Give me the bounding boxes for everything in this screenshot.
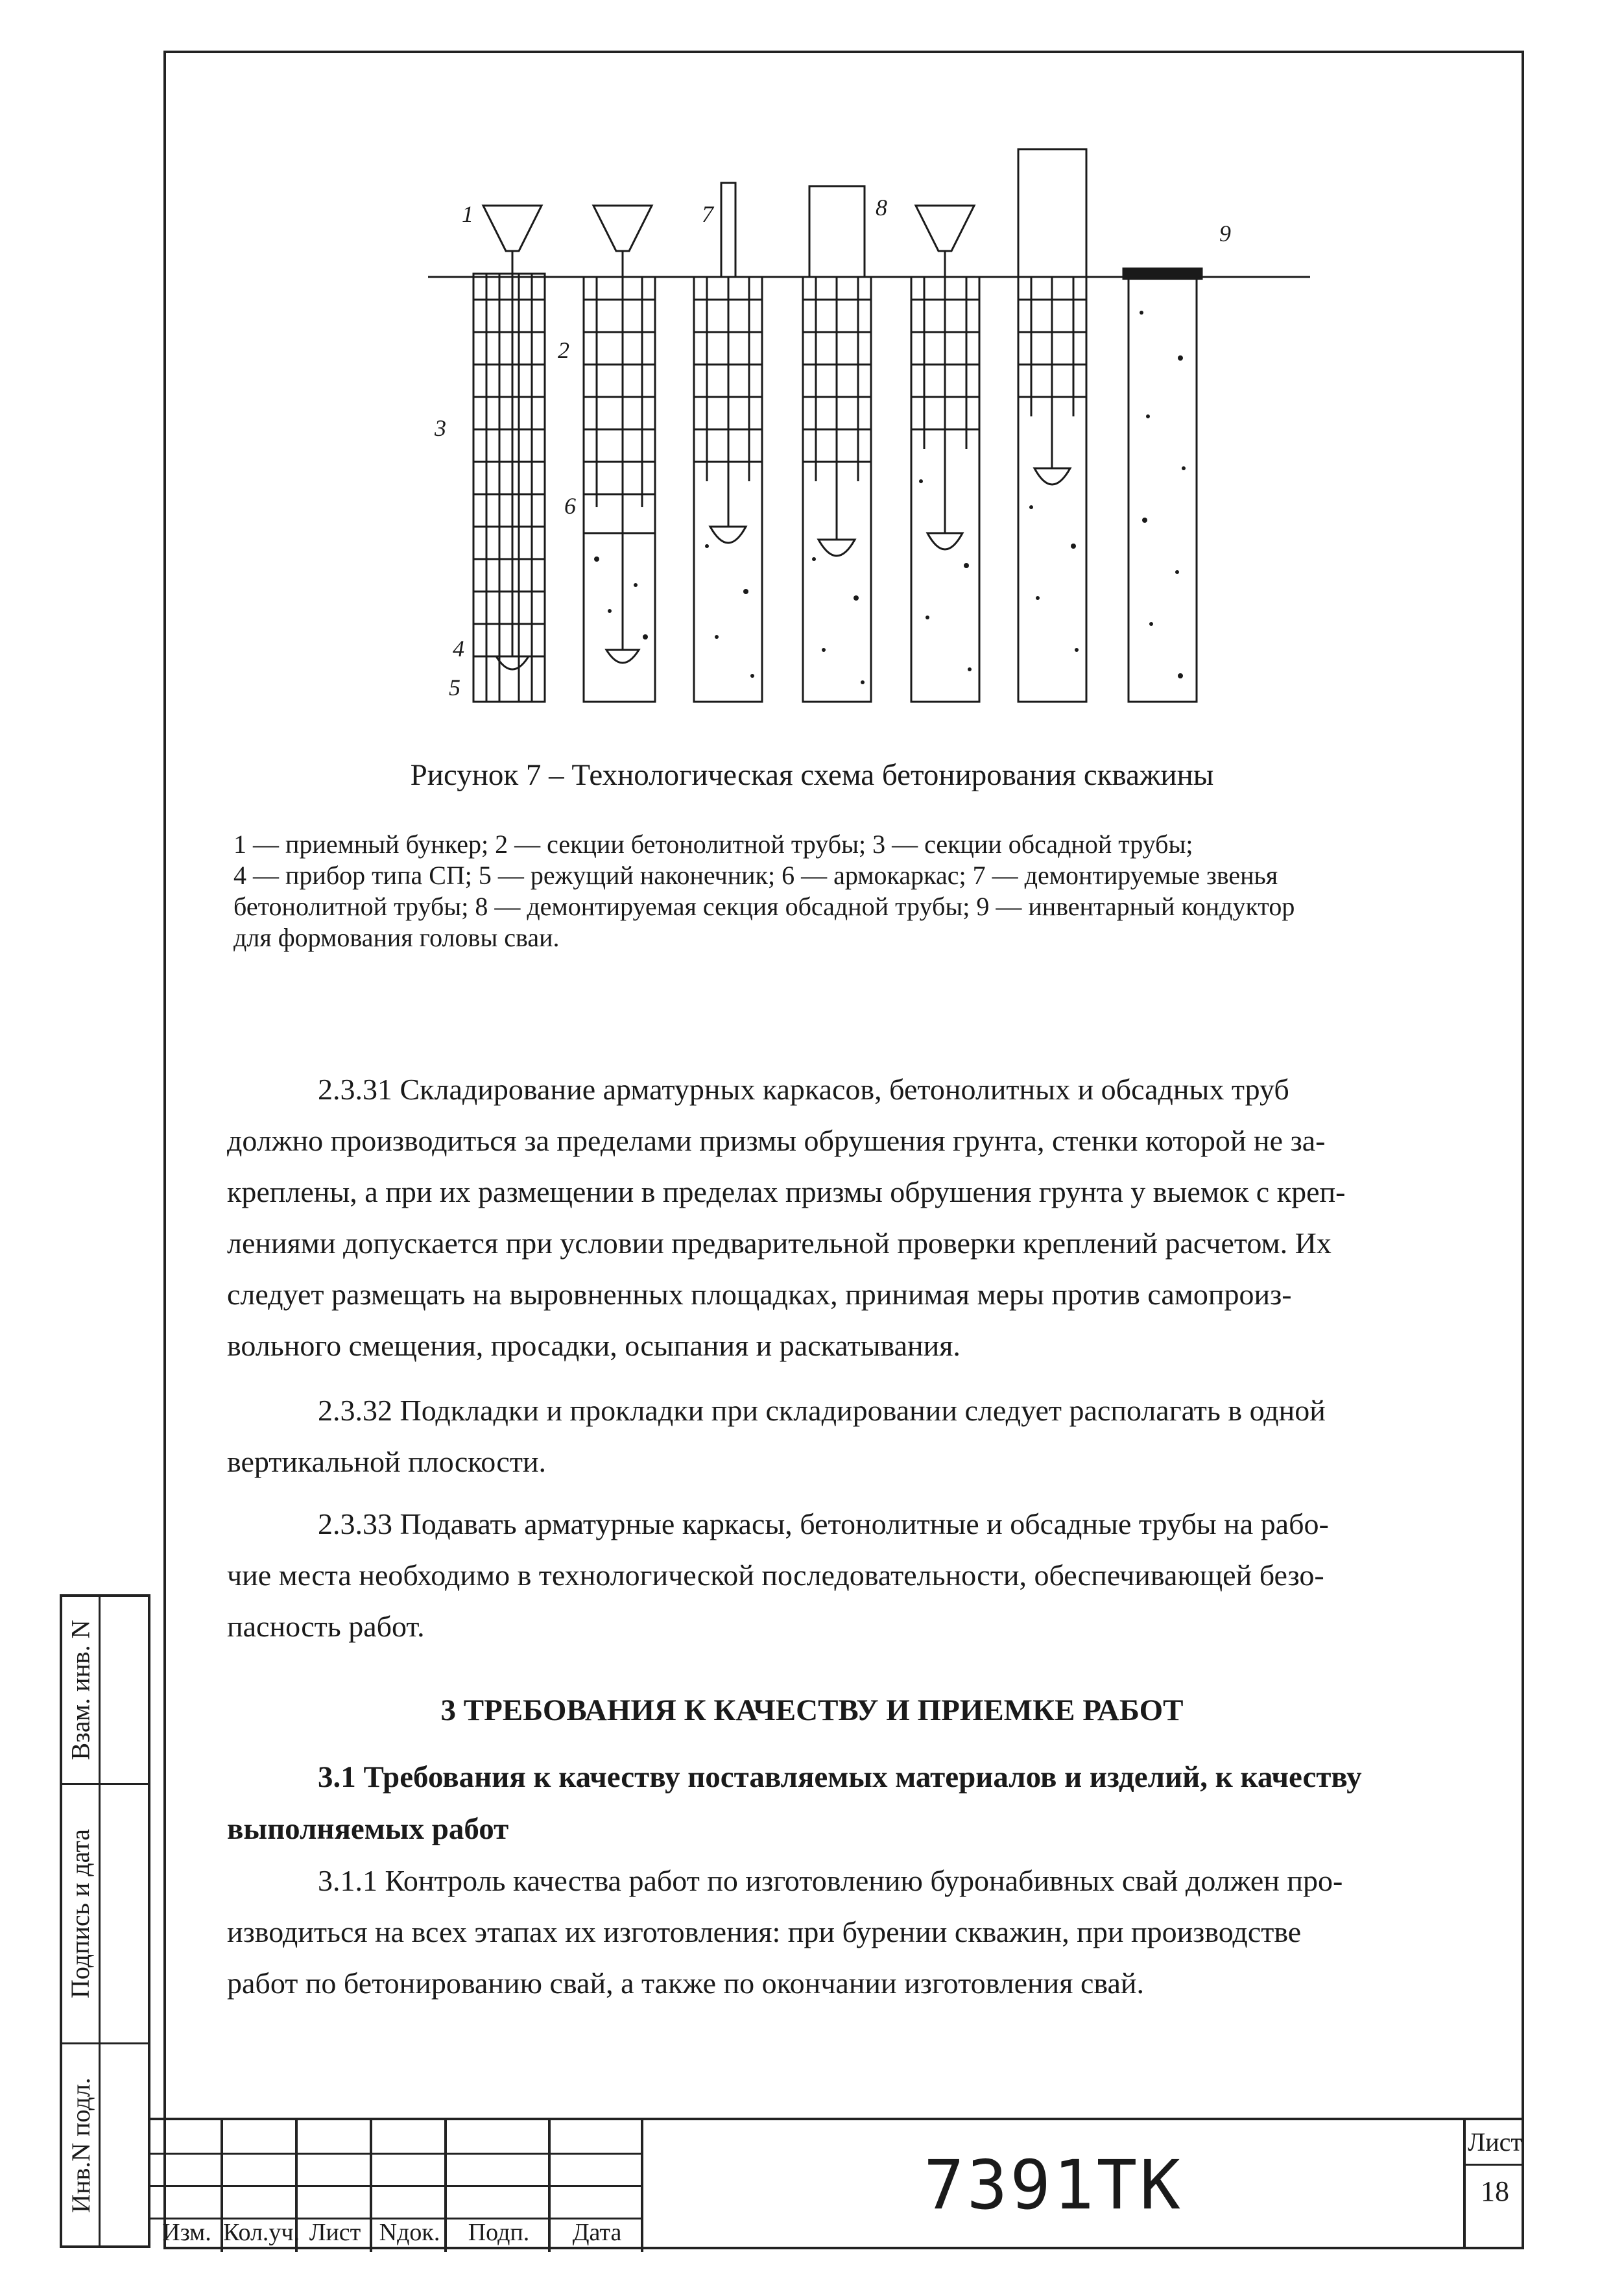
figure-caption: Рисунок 7 – Технологическая схема бетонирования скважины (410, 758, 1214, 792)
paragraph-3-1-1 (227, 1855, 1463, 2009)
sheet-box (1466, 2118, 1524, 2249)
legend-line: 1 — приемный бункер; 2 — секции бетонолитной трубы; 3 — секции обсадной трубы; (233, 830, 1193, 859)
side-blank-cell (99, 2044, 150, 2245)
callout-1: 1 (462, 201, 473, 227)
side-blank-cell (99, 1597, 150, 1785)
side-label: Взам. инв. N (66, 1620, 95, 1760)
stage-3 (694, 183, 762, 702)
tb-col-kolych: Кол.уч. (223, 2219, 300, 2246)
legend-line: 4 — прибор типа СП; 5 — режущий наконечник; 6 — армокаркас; 7 — демонтируемые звенья (233, 861, 1278, 890)
side-cell-podpis (62, 1785, 99, 2044)
text-line: вертикальной плоскости. (227, 1445, 547, 1478)
text-line: изводиться на всех этапах их изготовления: при бурении скважин, при производстве (227, 1915, 1302, 1948)
stage-1 (473, 206, 545, 702)
stage-2 (584, 206, 655, 702)
figure-legend (233, 829, 1466, 953)
text-line: лениями допускается при условии предварительной проверки креплений расчетом. Их (227, 1226, 1331, 1260)
stage-6 (1018, 149, 1086, 702)
callout-2: 2 (558, 337, 569, 363)
title-block (150, 2118, 1524, 2249)
text-line: 2.3.31 Складирование арматурных каркасов, бетонолитных и обсадных труб (318, 1073, 1289, 1106)
legend-line: для формования головы сваи. (233, 923, 560, 952)
stage-4 (803, 186, 871, 702)
side-label: Подпись и дата (66, 1828, 95, 1999)
tb-col-podp: Подп. (468, 2219, 530, 2246)
callout-4: 4 (453, 636, 464, 662)
side-label: Инв.N подл. (66, 2077, 95, 2213)
tb-row-line (150, 2153, 643, 2155)
concreting-scheme-figure (422, 144, 1317, 715)
tb-col-data: Дата (572, 2219, 622, 2246)
side-cell-vzam (62, 1597, 99, 1785)
stage-5 (911, 206, 979, 702)
callout-8: 8 (876, 195, 887, 221)
tb-col-list: Лист (309, 2219, 361, 2246)
paragraph-2-3-32 (227, 1385, 1463, 1487)
text-line: следует размещать на выровненных площадках, принимая меры против самопроиз- (227, 1278, 1292, 1311)
side-cell-inv (62, 2044, 99, 2245)
text-line: креплены, а при их размещении в пределах призмы обрушения грунта у выемок с креп- (227, 1175, 1346, 1208)
subsection-heading (227, 1751, 1463, 1855)
text-line: 2.3.32 Подкладки и прокладки при складировании следует располагать в одной (318, 1394, 1326, 1427)
text-line: работ по бетонированию свай, а также по окончании изготовления свай. (227, 1967, 1145, 2000)
text-line: 2.3.33 Подавать арматурные каркасы, бетонолитные и обсадные трубы на рабо- (318, 1507, 1329, 1540)
callout-5: 5 (449, 675, 460, 700)
callout-7: 7 (702, 201, 713, 227)
text-line: чие места необходимо в технологической последовательности, обеспечивающей безо- (227, 1559, 1324, 1592)
revision-grid (150, 2118, 643, 2249)
text-line: вольного смещения, просадки, осыпания и раскатывания. (227, 1329, 961, 1362)
paragraph-2-3-31 (227, 1064, 1463, 1371)
stage-7 (1123, 269, 1202, 702)
document-code: 7391ТК (643, 2118, 1466, 2249)
tb-row-line (150, 2185, 643, 2187)
callout-9: 9 (1219, 221, 1231, 246)
sheet-number: 18 (1481, 2175, 1509, 2207)
text-line: должно производиться за пределами призмы обрушения грунта, стенки которой не за- (227, 1124, 1326, 1157)
tb-col-izm: Изм. (162, 2219, 211, 2246)
paragraph-2-3-33 (227, 1498, 1463, 1652)
legend-line: бетонолитной трубы; 8 — демонтируемая секция обсадной трубы; 9 — инвентарный кондуктор (233, 892, 1295, 921)
side-stamp-strip (60, 1594, 150, 2248)
callout-6: 6 (564, 493, 576, 519)
tb-col-ndok: Nдок. (379, 2219, 440, 2246)
text-line: пасность работ. (227, 1610, 425, 1643)
heading-line: 3.1 Требования к качеству поставляемых материалов и изделий, к качеству (318, 1760, 1362, 1794)
section-heading: 3 ТРЕБОВАНИЯ К КАЧЕСТВУ И ПРИЕМКЕ РАБОТ (440, 1693, 1184, 1727)
callout-3: 3 (435, 415, 446, 441)
sheet-label: Лист (1466, 2120, 1524, 2166)
text-line: 3.1.1 Контроль качества работ по изготовлению буронабивных свай должен про- (318, 1864, 1343, 1897)
heading-line: выполняемых работ (227, 1812, 509, 1846)
side-blank-cell (99, 1785, 150, 2044)
